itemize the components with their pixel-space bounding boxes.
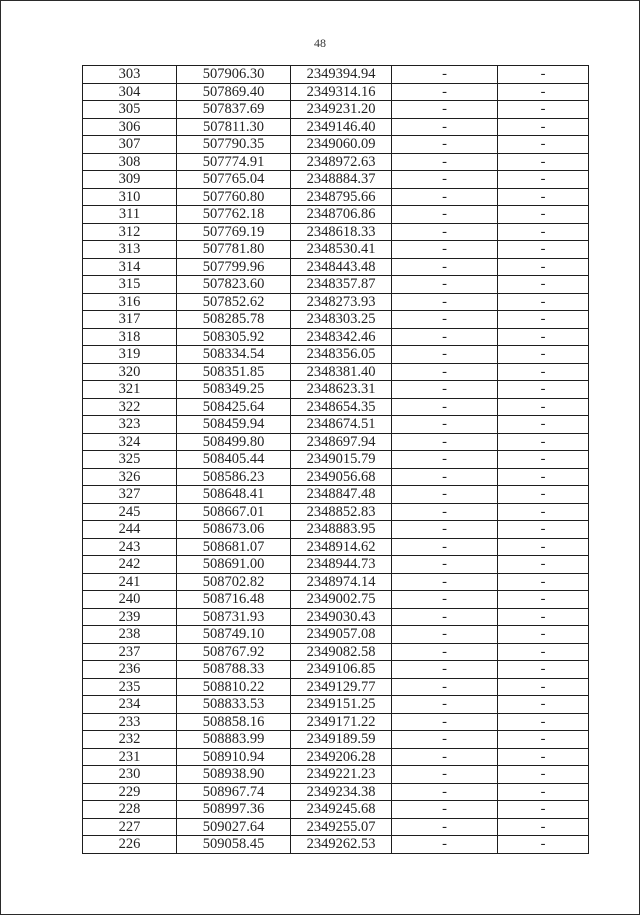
table-row [83, 626, 589, 644]
column-4-cell: - [392, 468, 498, 486]
column-5-cell: - [498, 136, 589, 154]
table-row [83, 136, 589, 154]
column-5-cell: - [498, 783, 589, 801]
x-coordinate-cell: 508716.48 [177, 591, 291, 609]
table-row [83, 311, 589, 329]
y-coordinate-cell: 2349394.94 [291, 66, 392, 84]
table-row [83, 766, 589, 784]
x-coordinate-cell: 508833.53 [177, 696, 291, 714]
column-4-cell: - [392, 83, 498, 101]
column-5-cell: - [498, 836, 589, 854]
column-5-cell: - [498, 538, 589, 556]
table-row [83, 276, 589, 294]
x-coordinate-cell: 507869.40 [177, 83, 291, 101]
y-coordinate-cell: 2349015.79 [291, 451, 392, 469]
column-5-cell: - [498, 678, 589, 696]
table-row [83, 713, 589, 731]
table-row [83, 398, 589, 416]
point-id-cell: 304 [83, 83, 177, 101]
point-id-cell: 327 [83, 486, 177, 504]
column-5-cell: - [498, 66, 589, 84]
x-coordinate-cell: 507781.80 [177, 241, 291, 259]
table-row [83, 153, 589, 171]
x-coordinate-cell: 508648.41 [177, 486, 291, 504]
table-row [83, 591, 589, 609]
table-row [83, 468, 589, 486]
column-4-cell: - [392, 363, 498, 381]
x-coordinate-cell: 507762.18 [177, 206, 291, 224]
x-coordinate-cell: 508586.23 [177, 468, 291, 486]
point-id-cell: 308 [83, 153, 177, 171]
table-row [83, 171, 589, 189]
column-4-cell: - [392, 433, 498, 451]
column-4-cell: - [392, 328, 498, 346]
point-id-cell: 313 [83, 241, 177, 259]
column-5-cell: - [498, 818, 589, 836]
column-5-cell: - [498, 311, 589, 329]
x-coordinate-cell: 508997.36 [177, 801, 291, 819]
point-id-cell: 306 [83, 118, 177, 136]
column-5-cell: - [498, 363, 589, 381]
column-5-cell: - [498, 591, 589, 609]
table-row [83, 66, 589, 84]
column-4-cell: - [392, 398, 498, 416]
x-coordinate-cell: 508883.99 [177, 731, 291, 749]
column-5-cell: - [498, 416, 589, 434]
point-id-cell: 227 [83, 818, 177, 836]
x-coordinate-cell: 508499.80 [177, 433, 291, 451]
y-coordinate-cell: 2348883.95 [291, 521, 392, 539]
column-5-cell: - [498, 241, 589, 259]
y-coordinate-cell: 2349234.38 [291, 783, 392, 801]
column-4-cell: - [392, 416, 498, 434]
column-5-cell: - [498, 276, 589, 294]
x-coordinate-cell: 508749.10 [177, 626, 291, 644]
y-coordinate-cell: 2349057.08 [291, 626, 392, 644]
y-coordinate-cell: 2348944.73 [291, 556, 392, 574]
y-coordinate-cell: 2349189.59 [291, 731, 392, 749]
y-coordinate-cell: 2348972.63 [291, 153, 392, 171]
column-4-cell: - [392, 206, 498, 224]
x-coordinate-cell: 507852.62 [177, 293, 291, 311]
column-4-cell: - [392, 118, 498, 136]
column-5-cell: - [498, 433, 589, 451]
column-5-cell: - [498, 643, 589, 661]
x-coordinate-cell: 509027.64 [177, 818, 291, 836]
y-coordinate-cell: 2349262.53 [291, 836, 392, 854]
x-coordinate-cell: 509058.45 [177, 836, 291, 854]
y-coordinate-cell: 2348697.94 [291, 433, 392, 451]
point-id-cell: 310 [83, 188, 177, 206]
y-coordinate-cell: 2348847.48 [291, 486, 392, 504]
column-4-cell: - [392, 521, 498, 539]
y-coordinate-cell: 2348674.51 [291, 416, 392, 434]
table-row [83, 101, 589, 119]
coordinates-table [82, 65, 589, 854]
column-4-cell: - [392, 836, 498, 854]
column-5-cell: - [498, 468, 589, 486]
y-coordinate-cell: 2348974.14 [291, 573, 392, 591]
y-coordinate-cell: 2349151.25 [291, 696, 392, 714]
column-5-cell: - [498, 556, 589, 574]
y-coordinate-cell: 2348623.31 [291, 381, 392, 399]
table-row [83, 206, 589, 224]
point-id-cell: 317 [83, 311, 177, 329]
y-coordinate-cell: 2348852.83 [291, 503, 392, 521]
column-5-cell: - [498, 83, 589, 101]
table-row [83, 293, 589, 311]
column-5-cell: - [498, 381, 589, 399]
point-id-cell: 241 [83, 573, 177, 591]
point-id-cell: 245 [83, 503, 177, 521]
table-row [83, 433, 589, 451]
x-coordinate-cell: 508858.16 [177, 713, 291, 731]
x-coordinate-cell: 507799.96 [177, 258, 291, 276]
table-row [83, 241, 589, 259]
point-id-cell: 230 [83, 766, 177, 784]
y-coordinate-cell: 2349245.68 [291, 801, 392, 819]
table-row [83, 731, 589, 749]
y-coordinate-cell: 2349146.40 [291, 118, 392, 136]
table-row [83, 818, 589, 836]
column-4-cell: - [392, 783, 498, 801]
table-row [83, 556, 589, 574]
y-coordinate-cell: 2348884.37 [291, 171, 392, 189]
table-row [83, 118, 589, 136]
x-coordinate-cell: 508425.64 [177, 398, 291, 416]
x-coordinate-cell: 508351.85 [177, 363, 291, 381]
column-4-cell: - [392, 801, 498, 819]
column-5-cell: - [498, 713, 589, 731]
column-5-cell: - [498, 153, 589, 171]
x-coordinate-cell: 507765.04 [177, 171, 291, 189]
point-id-cell: 321 [83, 381, 177, 399]
x-coordinate-cell: 508910.94 [177, 748, 291, 766]
column-4-cell: - [392, 591, 498, 609]
column-4-cell: - [392, 766, 498, 784]
y-coordinate-cell: 2349030.43 [291, 608, 392, 626]
y-coordinate-cell: 2349206.28 [291, 748, 392, 766]
x-coordinate-cell: 507769.19 [177, 223, 291, 241]
y-coordinate-cell: 2348795.66 [291, 188, 392, 206]
table-row [83, 83, 589, 101]
column-5-cell: - [498, 573, 589, 591]
y-coordinate-cell: 2348706.86 [291, 206, 392, 224]
x-coordinate-cell: 508349.25 [177, 381, 291, 399]
y-coordinate-cell: 2348654.35 [291, 398, 392, 416]
table-row [83, 836, 589, 854]
column-4-cell: - [392, 293, 498, 311]
column-4-cell: - [392, 626, 498, 644]
column-4-cell: - [392, 311, 498, 329]
y-coordinate-cell: 2348443.48 [291, 258, 392, 276]
table-row [83, 801, 589, 819]
point-id-cell: 242 [83, 556, 177, 574]
table-row [83, 678, 589, 696]
x-coordinate-cell: 508285.78 [177, 311, 291, 329]
y-coordinate-cell: 2348530.41 [291, 241, 392, 259]
point-id-cell: 228 [83, 801, 177, 819]
y-coordinate-cell: 2348356.05 [291, 346, 392, 364]
x-coordinate-cell: 508459.94 [177, 416, 291, 434]
x-coordinate-cell: 507837.69 [177, 101, 291, 119]
table-row [83, 451, 589, 469]
point-id-cell: 307 [83, 136, 177, 154]
column-4-cell: - [392, 678, 498, 696]
column-5-cell: - [498, 223, 589, 241]
column-4-cell: - [392, 276, 498, 294]
x-coordinate-cell: 508334.54 [177, 346, 291, 364]
x-coordinate-cell: 508767.92 [177, 643, 291, 661]
y-coordinate-cell: 2349129.77 [291, 678, 392, 696]
y-coordinate-cell: 2349231.20 [291, 101, 392, 119]
column-4-cell: - [392, 188, 498, 206]
point-id-cell: 323 [83, 416, 177, 434]
point-id-cell: 239 [83, 608, 177, 626]
column-4-cell: - [392, 608, 498, 626]
column-4-cell: - [392, 731, 498, 749]
y-coordinate-cell: 2348303.25 [291, 311, 392, 329]
column-4-cell: - [392, 153, 498, 171]
x-coordinate-cell: 507790.35 [177, 136, 291, 154]
point-id-cell: 319 [83, 346, 177, 364]
table-row [83, 783, 589, 801]
x-coordinate-cell: 508967.74 [177, 783, 291, 801]
point-id-cell: 243 [83, 538, 177, 556]
y-coordinate-cell: 2349171.22 [291, 713, 392, 731]
column-5-cell: - [498, 801, 589, 819]
x-coordinate-cell: 507823.60 [177, 276, 291, 294]
table-row [83, 608, 589, 626]
column-4-cell: - [392, 171, 498, 189]
point-id-cell: 320 [83, 363, 177, 381]
y-coordinate-cell: 2349221.23 [291, 766, 392, 784]
column-4-cell: - [392, 556, 498, 574]
table-row [83, 223, 589, 241]
column-4-cell: - [392, 101, 498, 119]
point-id-cell: 232 [83, 731, 177, 749]
x-coordinate-cell: 507811.30 [177, 118, 291, 136]
column-5-cell: - [498, 328, 589, 346]
point-id-cell: 326 [83, 468, 177, 486]
column-4-cell: - [392, 643, 498, 661]
column-5-cell: - [498, 258, 589, 276]
point-id-cell: 303 [83, 66, 177, 84]
x-coordinate-cell: 508305.92 [177, 328, 291, 346]
table-body [83, 66, 589, 854]
table-row [83, 696, 589, 714]
point-id-cell: 316 [83, 293, 177, 311]
table-row [83, 416, 589, 434]
table-row [83, 346, 589, 364]
x-coordinate-cell: 508938.90 [177, 766, 291, 784]
x-coordinate-cell: 508810.22 [177, 678, 291, 696]
column-5-cell: - [498, 696, 589, 714]
column-5-cell: - [498, 748, 589, 766]
column-4-cell: - [392, 223, 498, 241]
x-coordinate-cell: 507774.91 [177, 153, 291, 171]
point-id-cell: 315 [83, 276, 177, 294]
column-4-cell: - [392, 451, 498, 469]
table-row [83, 381, 589, 399]
table-row [83, 328, 589, 346]
column-5-cell: - [498, 766, 589, 784]
y-coordinate-cell: 2348381.40 [291, 363, 392, 381]
point-id-cell: 311 [83, 206, 177, 224]
column-4-cell: - [392, 241, 498, 259]
column-5-cell: - [498, 451, 589, 469]
point-id-cell: 236 [83, 661, 177, 679]
point-id-cell: 309 [83, 171, 177, 189]
point-id-cell: 234 [83, 696, 177, 714]
table-row [83, 188, 589, 206]
column-5-cell: - [498, 206, 589, 224]
column-4-cell: - [392, 503, 498, 521]
point-id-cell: 325 [83, 451, 177, 469]
y-coordinate-cell: 2348618.33 [291, 223, 392, 241]
column-5-cell: - [498, 486, 589, 504]
column-4-cell: - [392, 818, 498, 836]
y-coordinate-cell: 2349106.85 [291, 661, 392, 679]
x-coordinate-cell: 508788.33 [177, 661, 291, 679]
column-5-cell: - [498, 731, 589, 749]
y-coordinate-cell: 2349082.58 [291, 643, 392, 661]
point-id-cell: 240 [83, 591, 177, 609]
x-coordinate-cell: 507906.30 [177, 66, 291, 84]
column-5-cell: - [498, 101, 589, 119]
y-coordinate-cell: 2348342.46 [291, 328, 392, 346]
column-5-cell: - [498, 521, 589, 539]
column-4-cell: - [392, 696, 498, 714]
column-5-cell: - [498, 118, 589, 136]
column-4-cell: - [392, 748, 498, 766]
y-coordinate-cell: 2349056.68 [291, 468, 392, 486]
column-4-cell: - [392, 258, 498, 276]
column-4-cell: - [392, 381, 498, 399]
point-id-cell: 229 [83, 783, 177, 801]
column-4-cell: - [392, 346, 498, 364]
y-coordinate-cell: 2348357.87 [291, 276, 392, 294]
point-id-cell: 226 [83, 836, 177, 854]
column-5-cell: - [498, 188, 589, 206]
x-coordinate-cell: 508691.00 [177, 556, 291, 574]
column-4-cell: - [392, 66, 498, 84]
column-4-cell: - [392, 538, 498, 556]
point-id-cell: 312 [83, 223, 177, 241]
x-coordinate-cell: 508405.44 [177, 451, 291, 469]
table-row [83, 486, 589, 504]
column-4-cell: - [392, 486, 498, 504]
point-id-cell: 237 [83, 643, 177, 661]
column-5-cell: - [498, 661, 589, 679]
column-4-cell: - [392, 661, 498, 679]
table-row [83, 258, 589, 276]
point-id-cell: 231 [83, 748, 177, 766]
table-row [83, 573, 589, 591]
point-id-cell: 244 [83, 521, 177, 539]
y-coordinate-cell: 2348914.62 [291, 538, 392, 556]
table-row [83, 363, 589, 381]
point-id-cell: 324 [83, 433, 177, 451]
y-coordinate-cell: 2349255.07 [291, 818, 392, 836]
column-5-cell: - [498, 171, 589, 189]
point-id-cell: 235 [83, 678, 177, 696]
x-coordinate-cell: 508681.07 [177, 538, 291, 556]
page-number: 48 [314, 36, 326, 50]
point-id-cell: 238 [83, 626, 177, 644]
point-id-cell: 318 [83, 328, 177, 346]
table-row [83, 748, 589, 766]
point-id-cell: 233 [83, 713, 177, 731]
column-5-cell: - [498, 626, 589, 644]
column-5-cell: - [498, 398, 589, 416]
x-coordinate-cell: 508702.82 [177, 573, 291, 591]
column-4-cell: - [392, 713, 498, 731]
point-id-cell: 322 [83, 398, 177, 416]
y-coordinate-cell: 2349002.75 [291, 591, 392, 609]
table-row [83, 643, 589, 661]
x-coordinate-cell: 508667.01 [177, 503, 291, 521]
y-coordinate-cell: 2349314.16 [291, 83, 392, 101]
column-5-cell: - [498, 293, 589, 311]
column-5-cell: - [498, 503, 589, 521]
column-4-cell: - [392, 136, 498, 154]
table-row [83, 521, 589, 539]
point-id-cell: 305 [83, 101, 177, 119]
point-id-cell: 314 [83, 258, 177, 276]
y-coordinate-cell: 2349060.09 [291, 136, 392, 154]
x-coordinate-cell: 507760.80 [177, 188, 291, 206]
x-coordinate-cell: 508731.93 [177, 608, 291, 626]
column-5-cell: - [498, 608, 589, 626]
column-4-cell: - [392, 573, 498, 591]
table-row [83, 661, 589, 679]
table-row [83, 538, 589, 556]
table-row [83, 503, 589, 521]
x-coordinate-cell: 508673.06 [177, 521, 291, 539]
y-coordinate-cell: 2348273.93 [291, 293, 392, 311]
column-5-cell: - [498, 346, 589, 364]
